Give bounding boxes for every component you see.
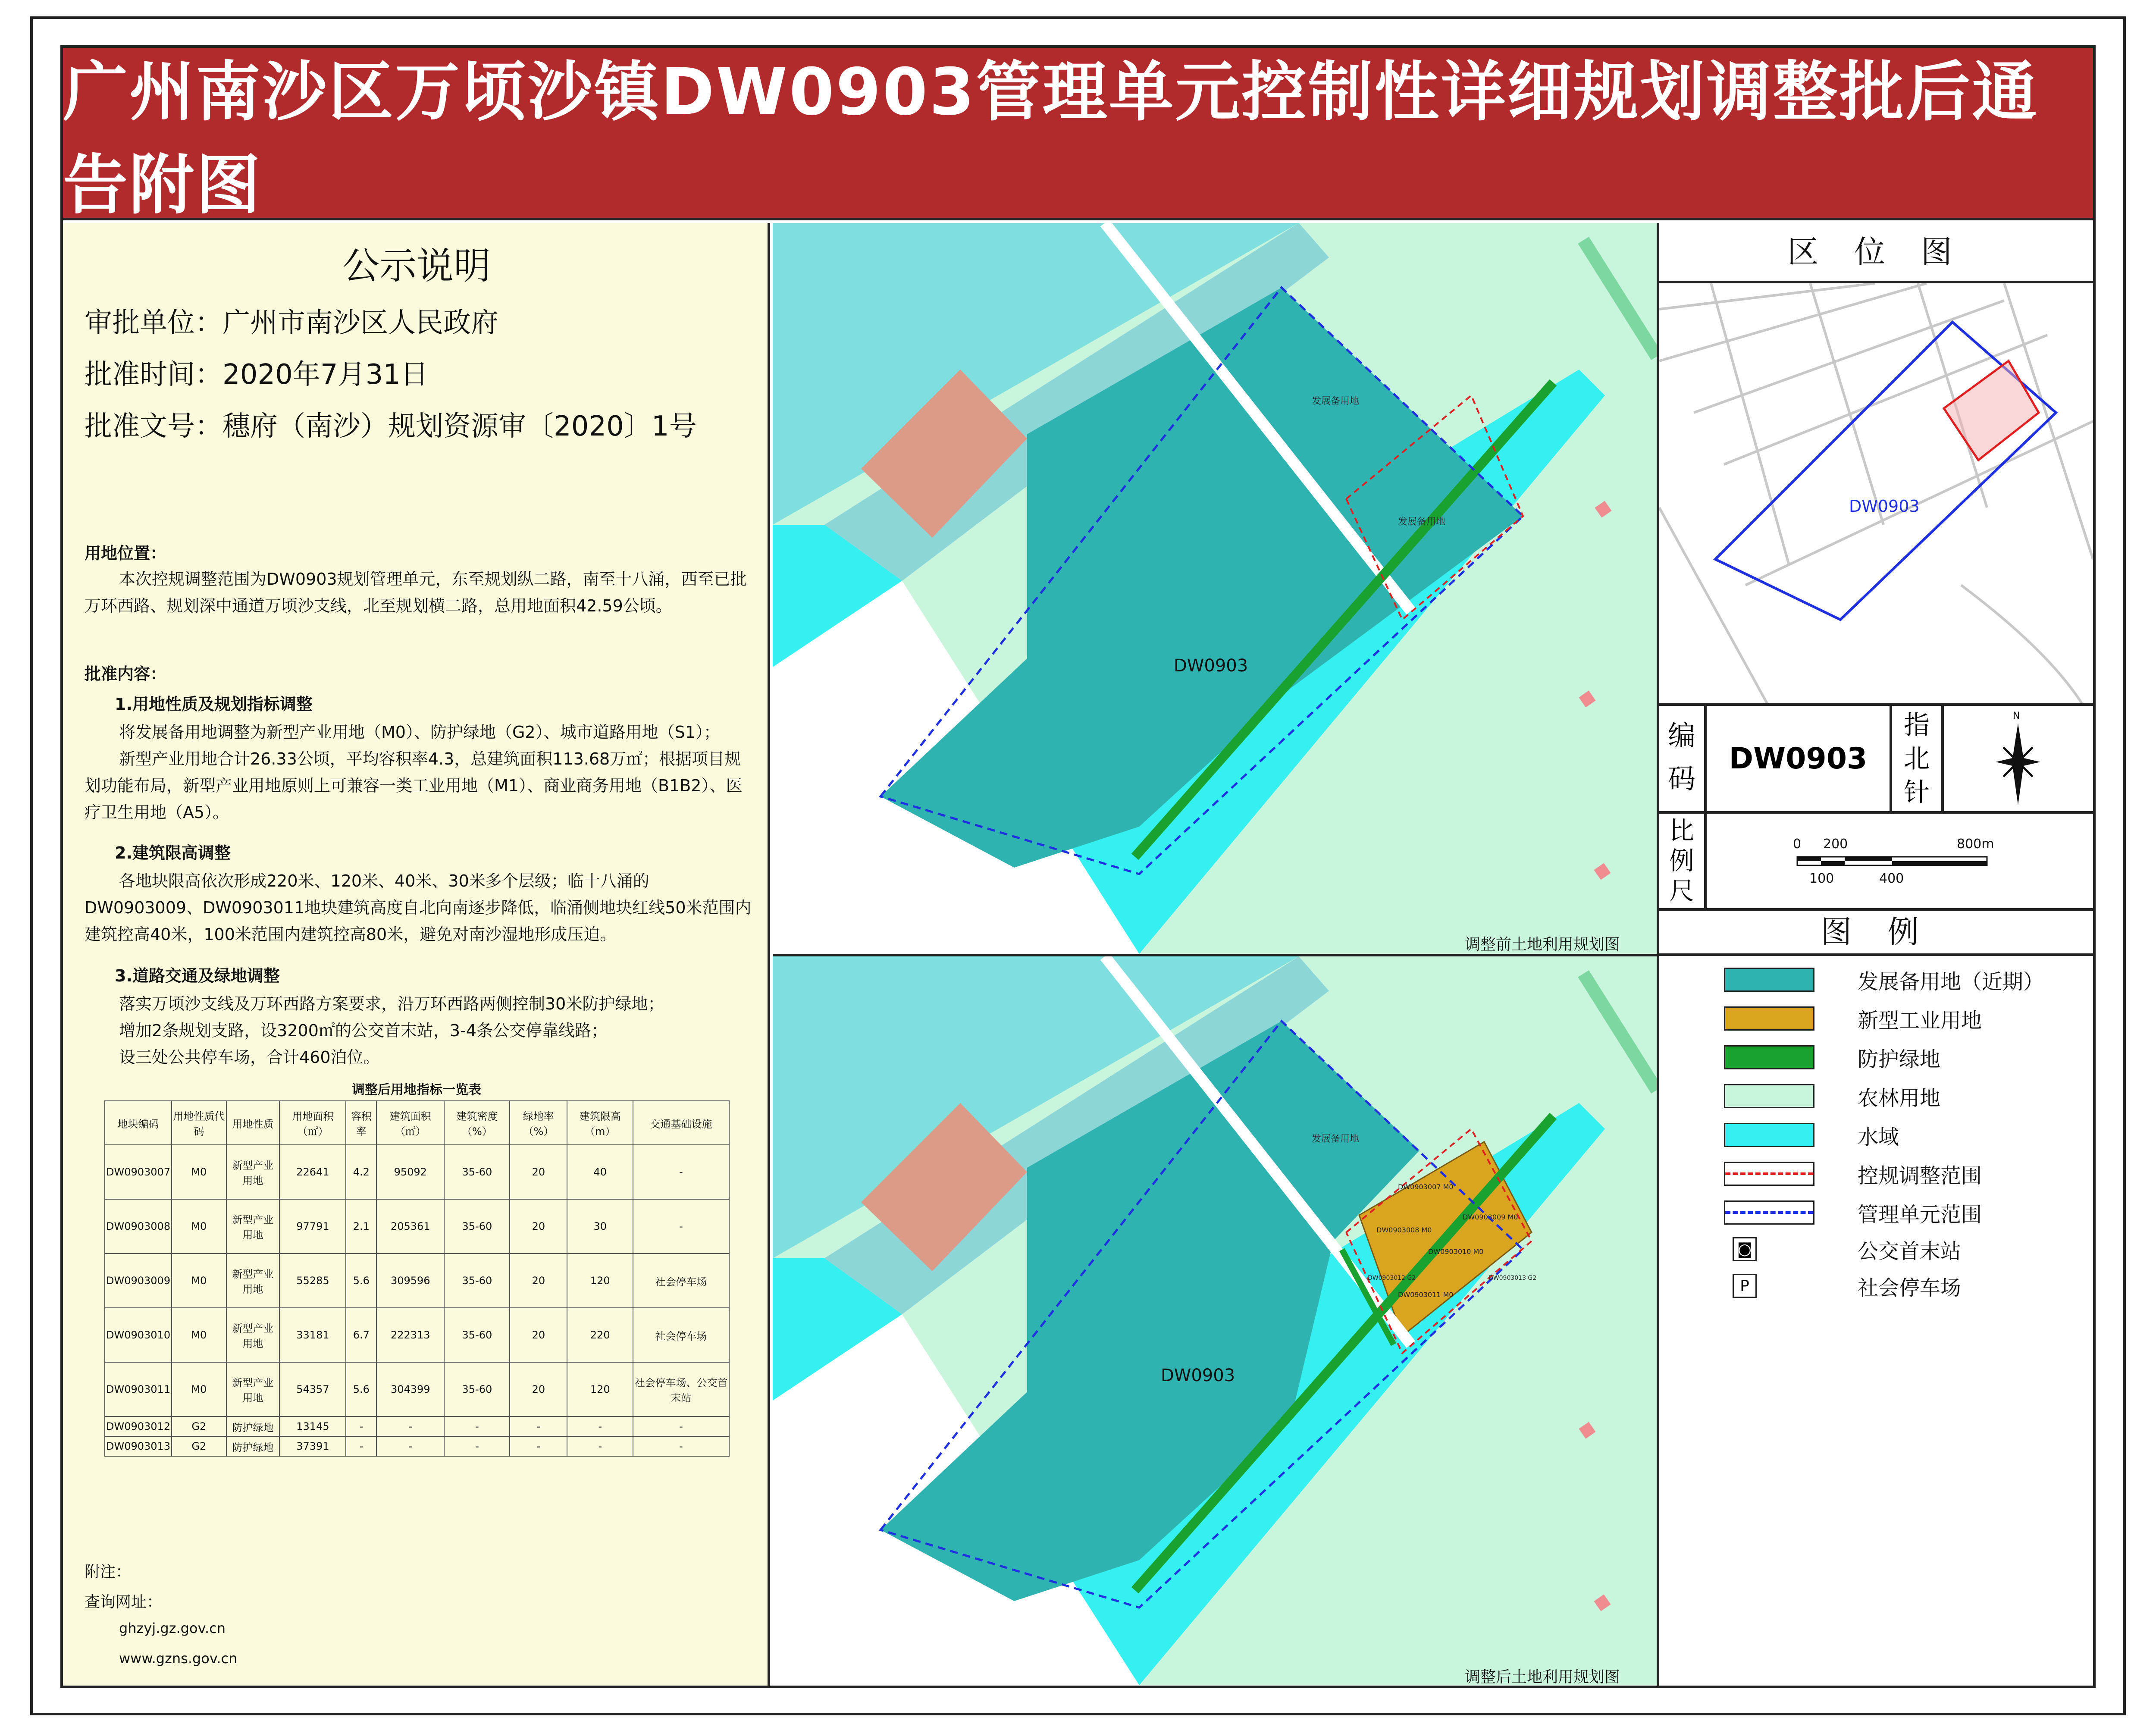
table-row [105,1254,729,1308]
location-text: 本次控规调整范围为DW0903规划管理单元，东至规划纵二路，南至十八涌，西至已批万环西路、规划深中通道万顷沙支线，北至规划横二路，总用地面积42.59公顷。 [85,570,747,615]
legend [1659,956,2093,1686]
table-cell: M0 [172,1145,226,1199]
table-cell: DW0903007 [105,1145,172,1199]
title-banner [63,48,2093,223]
scale-label-1: 比 [1669,816,1694,845]
legend-swatch [1724,968,1814,992]
notice-panel [63,223,770,1686]
section-2-title: 2.建筑限高调整 [115,843,231,862]
table-cell: 新型产业用地 [226,1254,280,1308]
table-header-cell: 用地性质代码 [172,1101,226,1145]
map-after [773,954,1657,1686]
content-heading: 批准内容： [85,664,167,683]
legend-item [1724,1271,1961,1301]
north-letter: N [2013,711,2020,721]
table-cell: 社会停车场 [633,1308,729,1362]
code-north-row [1659,706,2093,814]
table-cell: 222313 [376,1308,444,1362]
table-cell: 20 [510,1199,567,1254]
table-cell: - [376,1436,444,1456]
table-cell: 220 [567,1308,633,1362]
table-header-cell: 建筑限高（m） [567,1101,633,1145]
scale-seg [1797,857,1821,861]
parcel-label: DW0903012 G2 [1368,1275,1416,1282]
footer-note: 附注： [85,1563,132,1581]
table-cell: - [444,1417,510,1436]
location-unit-label: DW0903 [1849,497,1920,516]
table-cell: - [510,1417,567,1436]
table-cell: DW0903008 [105,1199,172,1254]
table-row [105,1362,729,1417]
table-cell: - [510,1436,567,1456]
table-cell: 35-60 [444,1308,510,1362]
legend-item [1724,1081,1940,1111]
scale-tick: 0 [1793,837,1802,852]
legend-dash-line [1725,1211,1813,1214]
table-cell: 20 [510,1254,567,1308]
url-2[interactable]: www.gzns.gov.cn [119,1650,238,1667]
indicator-table [104,1100,730,1457]
table-cell: DW0903009 [105,1254,172,1308]
right-column [1657,223,2093,1686]
legend-swatch [1724,1200,1814,1225]
parcel-label: DW0903008 M0 [1376,1226,1432,1234]
table-cell: 20 [510,1308,567,1362]
location-map-heading-row [1659,223,2093,283]
code-value: DW0903 [1729,741,1868,776]
table-cell: 35-60 [444,1254,510,1308]
table-cell: 4.2 [346,1145,376,1199]
table-row [105,1308,729,1362]
code-value-cell [1707,706,1892,811]
scale-row [1659,814,2093,911]
section-1-para-2: 新型产业用地合计26.33公顷，平均容积率4.3，总建筑面积113.68万㎡；根据项目规划功能布局，新型产业用地原则上可兼容一类工业用地（M1）、商业商务用地（B1B2）、医疗卫生用地（A5）。 [85,749,743,822]
legend-label: 社会停车场 [1858,1276,1962,1300]
table-row [105,1436,729,1456]
scale-seg [1892,861,1987,865]
table-cell: DW0903012 [105,1417,172,1436]
legend-item [1724,1120,1899,1150]
legend-label: 控规调整范围 [1858,1163,1982,1188]
table-cell: 新型产业用地 [226,1308,280,1362]
map-before-caption: 调整前土地利用规划图 [1465,936,1620,953]
table-header-row [105,1101,729,1145]
legend-heading-row [1659,911,2093,956]
legend-label: 新型工业用地 [1858,1008,1982,1033]
parking-icon: P [1733,1274,1757,1298]
table-cell: 5.6 [346,1254,376,1308]
legend-item [1724,1234,1961,1264]
table-cell: DW0903011 [105,1362,172,1417]
table-cell: G2 [172,1436,226,1456]
table-cell: 社会停车场 [633,1254,729,1308]
legend-item [1724,1197,1982,1228]
section-3-para-2: 增加2条规划支路，设3200㎡的公交首末站，3-4条公交停靠线路； [119,1021,608,1040]
legend-label: 公交首末站 [1858,1239,1962,1263]
table-cell: 95092 [376,1145,444,1199]
table-cell: 35-60 [444,1199,510,1254]
table-cell: 新型产业用地 [226,1199,280,1254]
table-cell: - [567,1436,633,1456]
table-cell: 6.7 [346,1308,376,1362]
table-title: 调整后用地指标一览表 [352,1082,481,1097]
url-1[interactable]: ghzyj.gz.gov.cn [119,1620,226,1636]
legend-item [1724,1003,1982,1034]
table-cell: 2.1 [346,1199,376,1254]
north-arrow-cell [1944,706,2093,811]
parcel-label: DW0903007 M0 [1398,1183,1454,1191]
table-cell: - [633,1145,729,1199]
table-cell: 5.6 [346,1362,376,1417]
table-cell: 防护绿地 [226,1417,280,1436]
scale-label-3: 尺 [1669,876,1694,906]
table-cell: 35-60 [444,1145,510,1199]
legend-swatch [1724,1006,1814,1031]
scale-seg [1845,857,1892,861]
legend-swatch [1724,1123,1814,1147]
location-map-heading: 区 位 图 [1787,234,1965,270]
scale-tick: 800m [1957,837,1994,852]
table-cell: 40 [567,1145,633,1199]
table-cell: DW0903010 [105,1308,172,1362]
table-cell: 35-60 [444,1362,510,1417]
legend-heading: 图 例 [1821,914,1932,950]
table-header-cell: 容积率 [346,1101,376,1145]
scale-tick: 200 [1823,837,1848,852]
table-cell: 120 [567,1254,633,1308]
north-label-3: 针 [1904,777,1930,808]
section-1-para-1: 将发展备用地调整为新型产业用地（M0）、防护绿地（G2）、城市道路用地（S1）； [119,723,720,742]
legend-item [1724,965,2044,995]
table-cell: - [346,1436,376,1456]
table-cell: 新型产业用地 [226,1145,280,1199]
table-cell: 20 [510,1145,567,1199]
legend-label: 管理单元范围 [1858,1202,1982,1227]
location-map-svg [1659,283,2093,703]
north-arrow-icon [1944,706,2093,811]
legend-label: 农林用地 [1858,1086,1941,1110]
table-cell: 社会停车场、公交首末站 [633,1362,729,1417]
bus-station-icon: ◙ [1733,1237,1757,1261]
scale-tick: 400 [1879,871,1904,886]
unit-label: DW0903 [1161,1366,1235,1385]
approval-unit: 审批单位：广州市南沙区人民政府 [85,307,498,339]
table-header-cell: 地块编码 [105,1101,172,1145]
map-after-svg [773,956,1657,1685]
scale-tick: 100 [1809,871,1834,886]
table-header-cell: 交通基础设施 [633,1101,729,1145]
scale-seg [1821,861,1845,865]
scale-label-2: 例 [1669,846,1694,875]
reserve-label: 发展备用地 [1312,396,1360,407]
scale-bar [1707,814,2093,908]
legend-label: 水域 [1858,1125,1899,1149]
table-cell: - [346,1417,376,1436]
legend-dash-line [1725,1172,1813,1175]
table-cell: M0 [172,1308,226,1362]
table-cell: 新型产业用地 [226,1362,280,1417]
table-cell: - [567,1417,633,1436]
table-cell: 309596 [376,1254,444,1308]
reserve-label: 发展备用地 [1312,1134,1360,1144]
parcel-label: DW0903009 M0 [1463,1213,1518,1221]
legend-label: 发展备用地（近期） [1858,969,2044,994]
table-row [105,1199,729,1254]
unit-label: DW0903 [1174,656,1248,676]
table-header-cell: 建筑密度（%） [444,1101,510,1145]
north-label-cell [1892,706,1944,811]
legend-swatch [1724,1084,1814,1108]
map-before [773,223,1657,954]
location-heading: 用地位置： [85,544,167,563]
approval-date: 批准时间：2020年7月31日 [85,359,429,391]
table-cell: DW0903013 [105,1436,172,1456]
section-2-para-1: 各地块限高依次形成220米、120米、40米、30米多个层级；临十八涌的DW0903009、DW0903011地块建筑高度自北向南逐步降低，临涌侧地块红线50米范围内建筑控高40米，100米范围内建筑控高80米，避免对南沙湿地形成压迫。 [85,871,752,944]
approval-doc: 批准文号：穗府（南沙）规划资源审〔2020〕1号 [85,411,697,442]
section-1-title: 1.用地性质及规划指标调整 [115,695,313,714]
table-cell: 97791 [279,1199,346,1254]
table-cell: M0 [172,1362,226,1417]
table-row [105,1145,729,1199]
table-header-cell: 建筑面积（㎡） [376,1101,444,1145]
table-cell: - [444,1436,510,1456]
legend-swatch [1724,1162,1814,1186]
table-row [105,1417,729,1436]
table-cell: 37391 [279,1436,346,1456]
section-3-para-3: 设三处公共停车场，合计460泊位。 [119,1048,380,1067]
table-cell: - [633,1199,729,1254]
code-label-cell [1659,706,1707,811]
north-label-1: 指 [1904,710,1930,740]
parcel-label: DW0903010 M0 [1428,1247,1484,1256]
table-cell: - [633,1417,729,1436]
table-cell: 55285 [279,1254,346,1308]
table-cell: 22641 [279,1145,346,1199]
footer-query: 查询网址： [85,1593,163,1611]
code-label-2: 码 [1668,763,1695,795]
table-cell: 防护绿地 [226,1436,280,1456]
north-label-2: 北 [1904,744,1930,774]
table-cell: 20 [510,1362,567,1417]
table-cell: M0 [172,1254,226,1308]
legend-item [1724,1042,1940,1072]
location-map [1659,283,2093,706]
section-3-para-1: 落实万顷沙支线及万环西路方案要求，沿万环西路两侧控制30米防护绿地； [119,994,664,1013]
table-cell: - [376,1417,444,1436]
table-cell: 30 [567,1199,633,1254]
parcel-label: DW0903011 M0 [1398,1291,1454,1299]
parcel-label: DW0903013 G2 [1489,1275,1537,1282]
code-label-1: 编 [1668,720,1695,752]
table-cell: 13145 [279,1417,346,1436]
table-cell: 120 [567,1362,633,1417]
legend-swatch [1724,1045,1814,1069]
table-cell: 205361 [376,1199,444,1254]
section-3-title: 3.道路交通及绿地调整 [115,966,280,985]
table-header-cell: 绿地率（%） [510,1101,567,1145]
legend-label: 防护绿地 [1858,1047,1941,1072]
reserve-label: 发展备用地 [1398,517,1446,527]
notice-heading: 公示说明 [342,244,491,288]
map-after-caption: 调整后土地利用规划图 [1465,1668,1620,1686]
table-cell: G2 [172,1417,226,1436]
scale-label-cell [1659,814,1707,908]
page-title: 广州南沙区万顷沙镇DW0903管理单元控制性详细规划调整批后通告附图 [63,55,2039,223]
table-cell: - [633,1436,729,1456]
map-before-svg [773,223,1657,954]
table-cell: 54357 [279,1362,346,1417]
table-cell: 33181 [279,1308,346,1362]
table-cell: 304399 [376,1362,444,1417]
table-header-cell: 用地性质 [226,1101,280,1145]
legend-item [1724,1159,1982,1189]
table-cell: M0 [172,1199,226,1254]
table-header-cell: 用地面积（㎡） [279,1101,346,1145]
